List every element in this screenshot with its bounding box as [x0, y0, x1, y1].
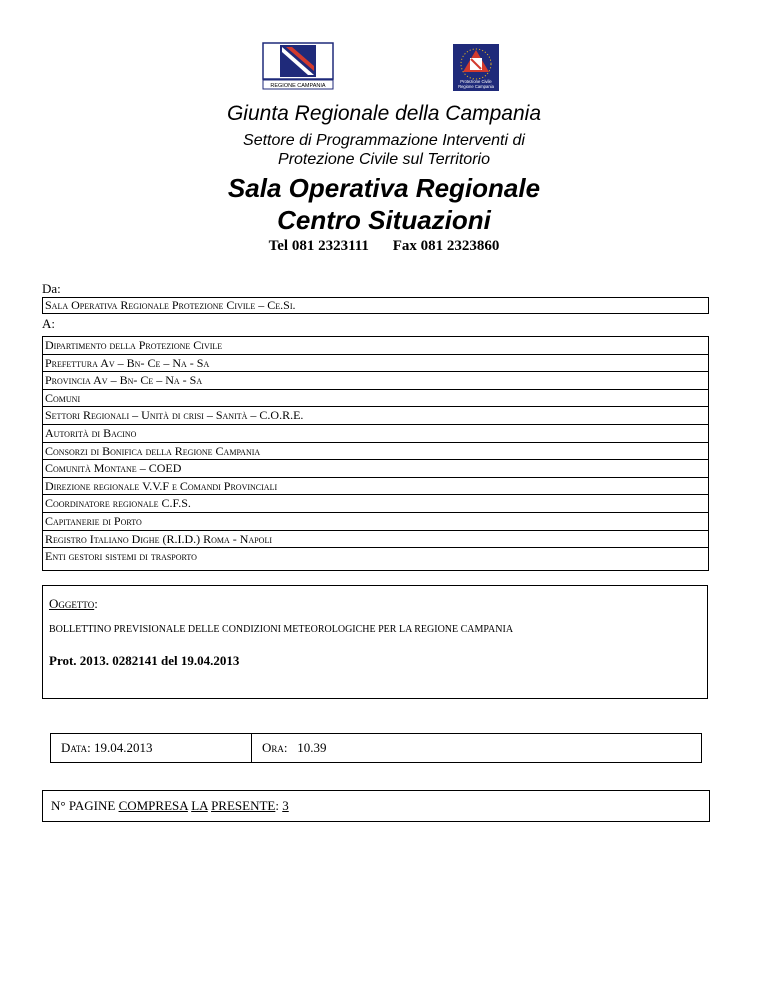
recipient-row: Consorzi di Bonifica della Regione Campania [43, 443, 708, 461]
recipient-row: Enti gestori sistemi di trasporto [45, 549, 197, 564]
protezione-civile-logo [453, 44, 499, 91]
regione-campania-logo [262, 42, 334, 90]
sender-label: Da: [42, 281, 61, 296]
recipient-row: Settori Regionali – Unità di crisi – Sanità – C.O.R.E. [43, 407, 708, 425]
recipient-row: Dipartimento della Protezione Civile [43, 337, 708, 355]
settore-line-2: Protezione Civile sul Territorio [278, 151, 490, 168]
date-value: 19.04.2013 [94, 740, 153, 755]
recipients-label: A: [42, 316, 55, 331]
recipient-row: Comunità Montane – COED [43, 460, 708, 478]
recipient-row: Comuni [43, 390, 708, 408]
recipient-row: Capitanerie di Porto [43, 513, 708, 531]
protezione-civile-caption-line1: Protezione Civile [460, 79, 492, 84]
page-count-box: N° PAGINE COMPRESA LA PRESENTE: 3 [42, 790, 710, 822]
regione-campania-caption: REGIONE CAMPANIA [270, 83, 326, 89]
fax: Fax 081 2323860 [392, 238, 500, 254]
recipient-row: Registro Italiano Dighe (R.I.D.) Roma - Napoli [43, 531, 708, 549]
protezione-civile-caption-line2: Regione Campania [458, 84, 494, 89]
sala-operativa-title: Sala Operativa Regionale [227, 173, 541, 203]
protocol-number: Prot. 2013. 0282141 del 19.04.2013 [49, 653, 240, 668]
subject-label: Oggetto: [49, 596, 98, 611]
date-cell: Data: 19.04.2013 [51, 734, 252, 762]
time-cell: Ora: 10.39 [262, 740, 327, 755]
settore-line-1: Settore di Programmazione Interventi di [243, 132, 525, 149]
recipient-row: Direzione regionale V.V.F e Comandi Provinciali [43, 478, 708, 496]
sender-value: Sala Operativa Regionale Protezione Civile – Ce.Si. [42, 297, 709, 314]
subject-box [42, 585, 708, 699]
recipient-row: Coordinatore regionale C.F.S. [43, 495, 708, 513]
recipient-row: Autorità di Bacino [43, 425, 708, 443]
centro-situazioni-title: Centro Situazioni [277, 205, 491, 235]
subject-text: BOLLETTINO PREVISIONALE DELLE CONDIZIONI METEOROLOGICHE PER LA REGIONE CAMPANIA [49, 624, 514, 635]
telephone: Tel 081 2323111 [268, 238, 369, 254]
time-value: 10.39 [297, 740, 327, 755]
date-time-table [50, 733, 702, 763]
recipient-row: Provincia Av – Bn- Ce – Na - Sa [43, 372, 708, 390]
recipients-table [42, 336, 709, 571]
page-count-value: 3 [282, 798, 289, 813]
contact-line [0, 238, 768, 255]
giunta-title: Giunta Regionale della Campania [226, 102, 542, 125]
recipient-row: Prefettura Av – Bn- Ce – Na - Sa [43, 355, 708, 373]
